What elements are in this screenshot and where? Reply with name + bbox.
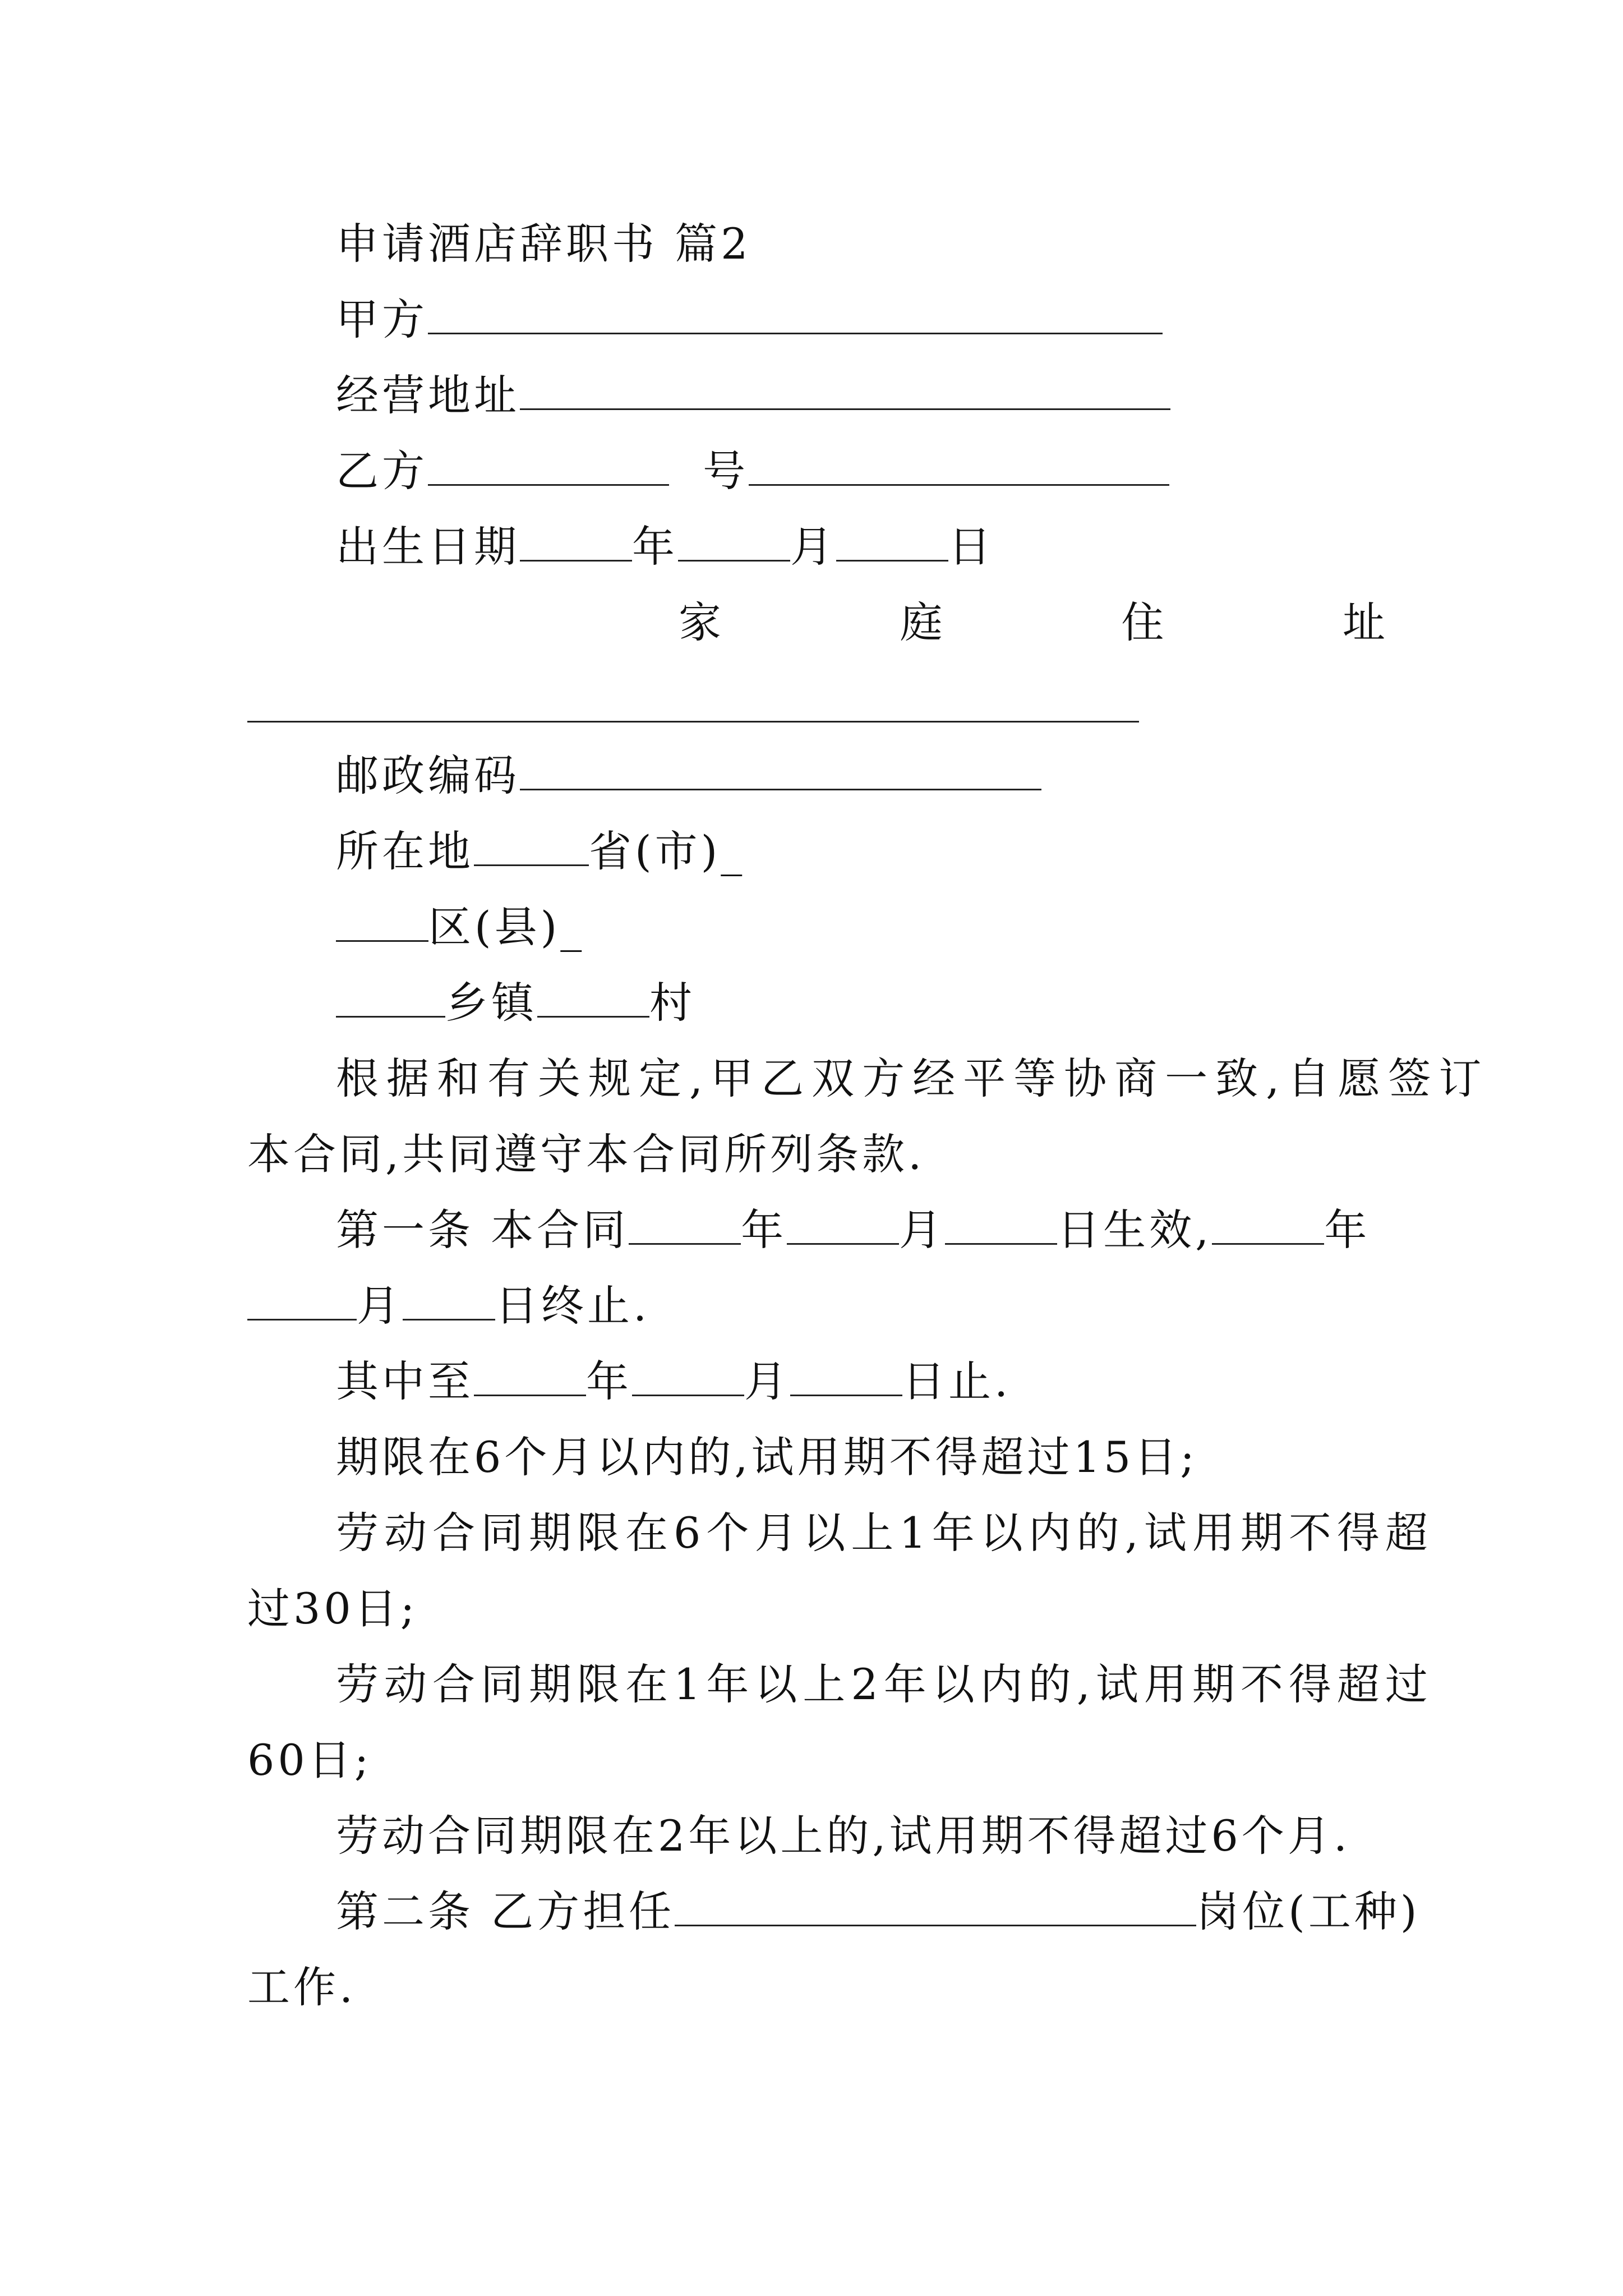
basis-paragraph-line-1: 根据和有关规定,甲乙双方经平等协商一致,自愿签订	[336, 1053, 1490, 1103]
article-1-line-2	[247, 1279, 1376, 1333]
end-day-blank[interactable]	[403, 1283, 495, 1320]
province-blank[interactable]	[474, 829, 589, 866]
probation-year-unit: 年	[586, 1356, 632, 1406]
id-number-blank[interactable]	[749, 448, 1169, 486]
probation-month-unit: 月	[744, 1356, 790, 1406]
probation-range-row	[336, 1355, 1376, 1409]
township-blank[interactable]	[336, 980, 445, 1018]
location-label: 所在地	[336, 826, 474, 876]
term-4: 劳动合同期限在2年以上的,试用期不得超过6个月.	[336, 1811, 1351, 1861]
basis-paragraph-line-2: 本合同,共同遵守本合同所列条款.	[247, 1129, 925, 1179]
township-row	[336, 976, 1376, 1030]
party-b-blank[interactable]	[428, 448, 669, 486]
province-city-label: 省(市)_	[589, 826, 746, 876]
party-a-row	[336, 293, 1376, 347]
party-a-blank[interactable]	[428, 297, 1163, 334]
home-address-blank[interactable]	[247, 721, 1139, 723]
business-address-blank[interactable]	[520, 372, 1170, 410]
birth-month-blank[interactable]	[678, 524, 790, 562]
township-label: 乡镇	[445, 978, 537, 1028]
article-2-line-2: 工作.	[247, 1962, 357, 2012]
business-address-label: 经营地址	[336, 370, 520, 420]
article-1-end: 日终止.	[495, 1281, 651, 1331]
party-b-label: 乙方	[336, 446, 428, 496]
end-year-blank[interactable]	[1212, 1207, 1324, 1245]
term-2-line-1: 劳动合同期限在6个月以上1年以内的,试用期不得超	[336, 1508, 1433, 1558]
article-2-line-1	[336, 1885, 1421, 1939]
article-1-effective: 日生效,	[1057, 1205, 1212, 1255]
article-2-suffix: 岗位(工种)	[1196, 1887, 1421, 1936]
birth-day-unit: 日	[948, 522, 994, 572]
position-blank[interactable]	[675, 1889, 1196, 1926]
home-address-label	[679, 596, 1385, 650]
postal-code-blank[interactable]	[520, 753, 1041, 790]
home-address-char-2: 庭	[900, 597, 943, 647]
village-label: 村	[649, 978, 695, 1028]
article-1-prefix: 第一条 本合同	[336, 1205, 629, 1255]
effective-month-blank[interactable]	[787, 1207, 899, 1245]
term-1: 期限在6个月以内的,试用期不得超过15日;	[336, 1432, 1198, 1482]
effective-year-unit: 年	[741, 1205, 787, 1255]
birth-year-blank[interactable]	[520, 524, 632, 562]
postal-code-row	[336, 749, 1376, 803]
district-row	[336, 900, 1376, 954]
postal-code-label: 邮政编码	[336, 751, 520, 800]
probation-day-blank[interactable]	[790, 1359, 902, 1396]
business-address-row	[336, 369, 1376, 422]
probation-year-blank[interactable]	[474, 1359, 586, 1396]
effective-month-unit: 月	[899, 1205, 946, 1255]
article-1-line-1	[336, 1203, 1376, 1257]
home-address-char-1: 家	[679, 597, 721, 647]
district-blank[interactable]	[336, 904, 428, 942]
end-year-unit: 年	[1324, 1205, 1371, 1255]
effective-year-blank[interactable]	[629, 1207, 741, 1245]
term-3-line-2: 60日;	[247, 1735, 372, 1785]
party-b-row	[336, 444, 1376, 498]
birth-date-label: 出生日期	[336, 522, 520, 572]
article-2-prefix: 第二条 乙方担任	[336, 1887, 675, 1936]
birth-date-row	[336, 520, 1376, 574]
home-address-char-3: 住	[1121, 597, 1164, 647]
birth-month-unit: 月	[790, 522, 836, 572]
village-blank[interactable]	[537, 980, 649, 1018]
party-a-label: 甲方	[336, 295, 428, 344]
term-2-line-2: 过30日;	[247, 1584, 418, 1634]
probation-end: 日止.	[902, 1356, 1012, 1406]
birth-day-blank[interactable]	[836, 524, 948, 562]
district-county-label: 区(县)_	[428, 902, 585, 952]
birth-year-unit: 年	[632, 522, 678, 572]
location-row	[336, 825, 1376, 878]
effective-day-blank[interactable]	[945, 1207, 1057, 1245]
home-address-char-4: 址	[1342, 597, 1385, 647]
term-3-line-1: 劳动合同期限在1年以上2年以内的,试用期不得超过	[336, 1659, 1433, 1709]
probation-month-blank[interactable]	[632, 1359, 744, 1396]
end-month-blank[interactable]	[247, 1283, 357, 1320]
end-month-unit: 月	[357, 1281, 403, 1331]
probation-prefix: 其中至	[336, 1356, 474, 1406]
document-heading: 申请酒店辞职书 篇2	[336, 219, 751, 269]
id-number-label: 号	[703, 446, 749, 496]
